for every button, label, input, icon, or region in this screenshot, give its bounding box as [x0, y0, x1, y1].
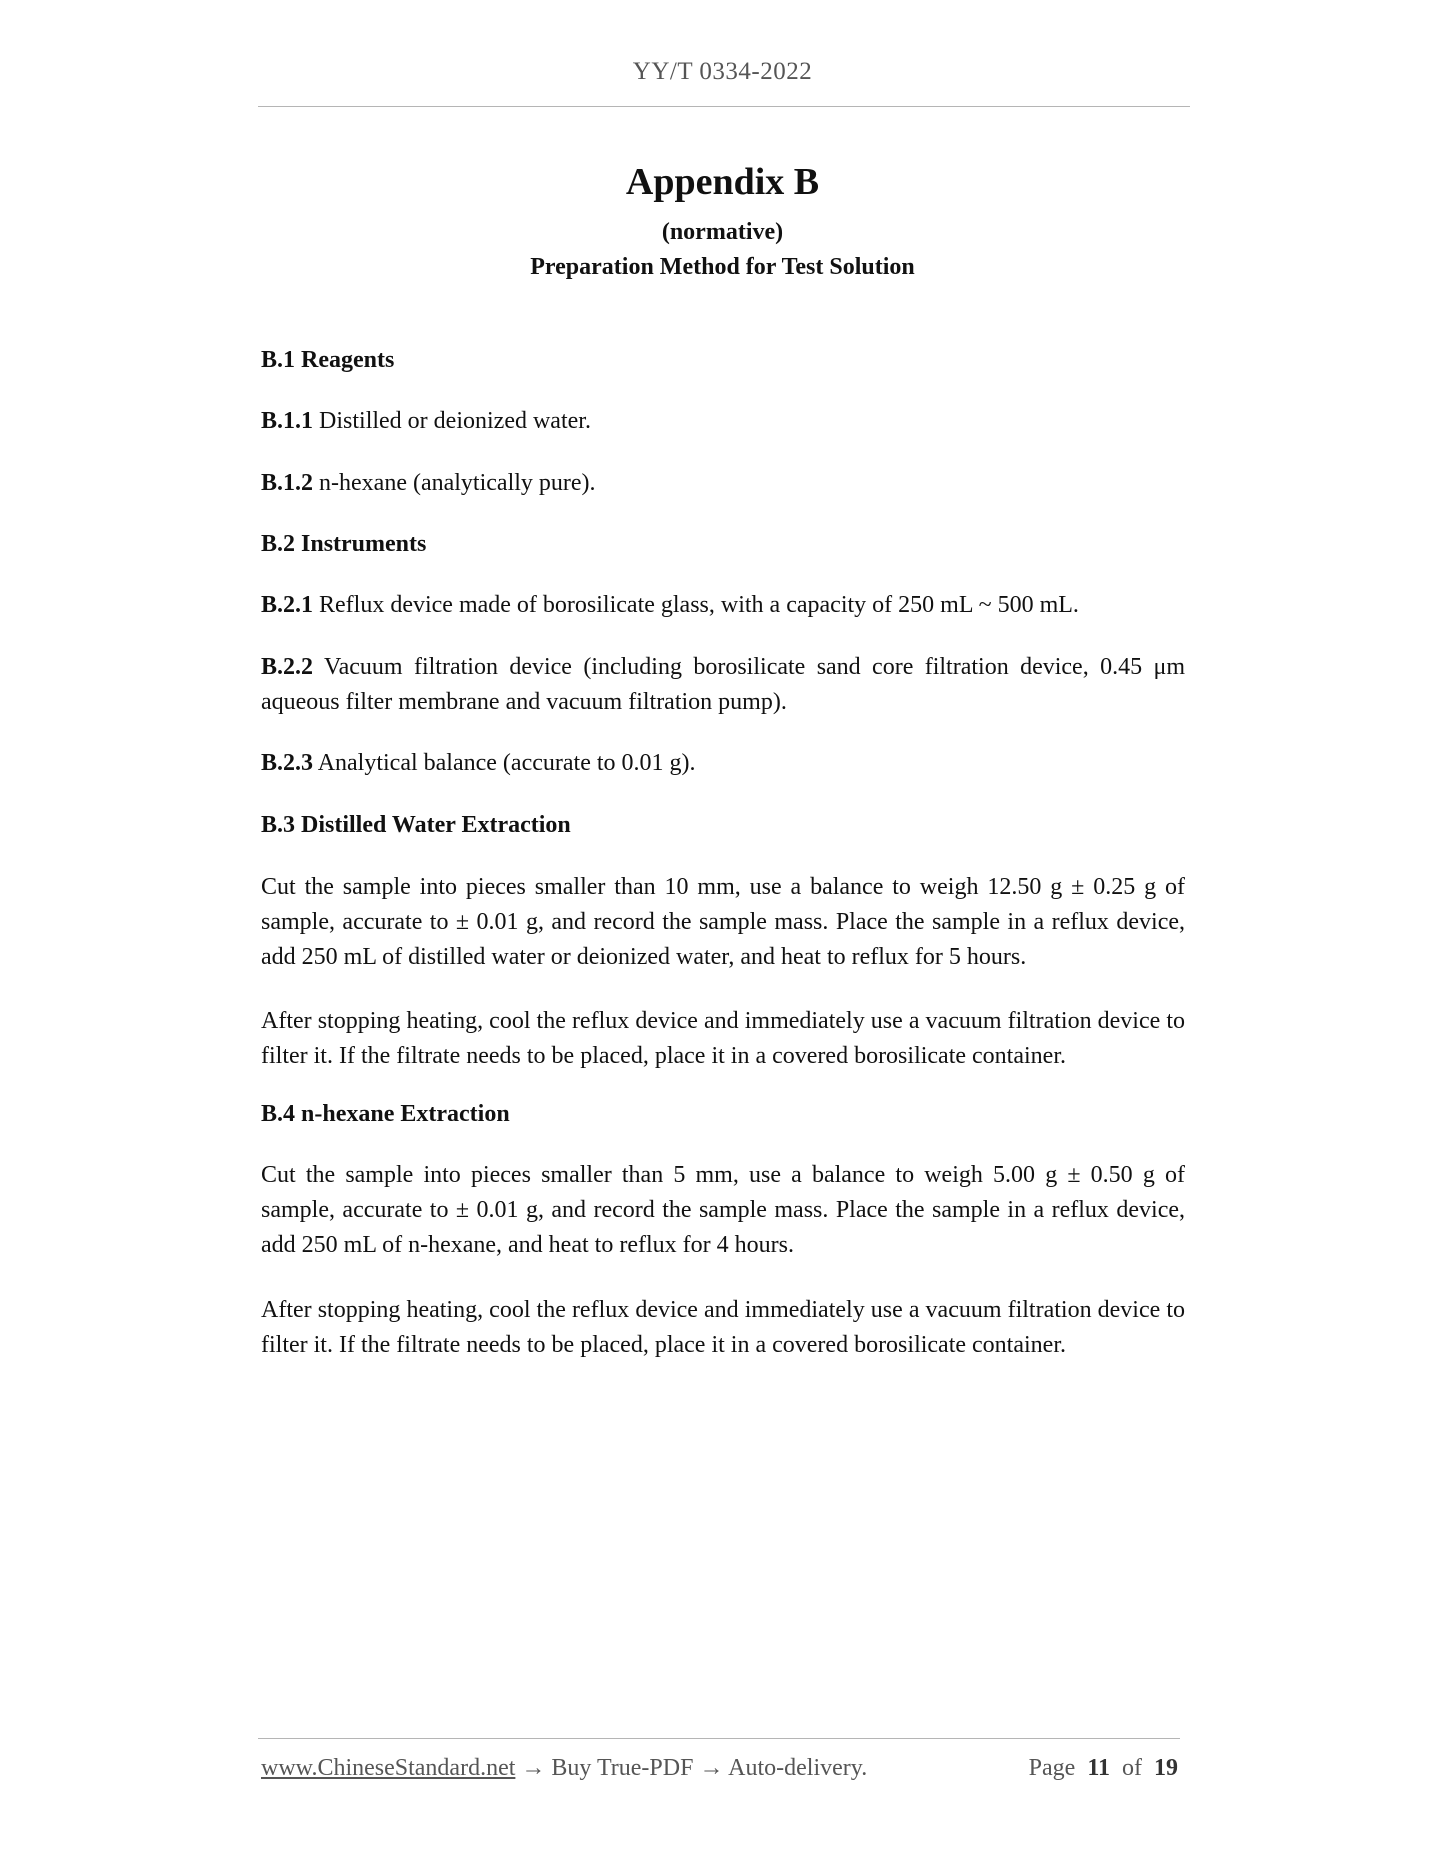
clause-b1-1 — [261, 404, 1185, 439]
site-link[interactable]: www.ChineseStandard.net — [261, 1755, 516, 1781]
page-label: Page — [1028, 1755, 1076, 1781]
arrow-right-icon: → — [521, 1755, 546, 1781]
clause-number: B.1.2 — [261, 470, 314, 496]
page-total: 19 — [1154, 1755, 1178, 1781]
clause-number: B.2.2 — [261, 654, 314, 680]
of-label: of — [1122, 1755, 1142, 1781]
header-divider — [258, 106, 1190, 107]
clause-text: Distilled or deionized water. — [313, 408, 591, 434]
paragraph-b4-2: After stopping heating, cool the reflux device and immediately use a vacuum filtration device to filter it. If the filtrate needs to be placed, place it in a covered borosilicate container. — [261, 1297, 1185, 1358]
clause-text: Analytical balance (accurate to 0.01 g). — [313, 750, 696, 776]
section-heading-b3: B.3 Distilled Water Extraction — [261, 812, 571, 838]
clause-b2-1 — [261, 588, 1185, 623]
footer-divider — [258, 1738, 1180, 1739]
clause-text: Vacuum filtration device (including borosilicate sand core filtration device, 0.45 μm aqueous filter membrane and vacuum filtration pump). — [261, 654, 1185, 715]
footer-promo — [261, 1755, 867, 1782]
arrow-right-icon: → — [699, 1755, 724, 1781]
document-code-header: YY/T 0334-2022 — [632, 58, 813, 85]
section-heading-b2: B.2 Instruments — [261, 531, 427, 557]
page-indicator — [1029, 1755, 1178, 1782]
clause-number: B.2.3 — [261, 750, 314, 776]
paragraph-b3-2: After stopping heating, cool the reflux device and immediately use a vacuum filtration device to filter it. If the filtrate needs to be placed, place it in a covered borosilicate container. — [261, 1008, 1185, 1069]
appendix-subtitle: Preparation Method for Test Solution — [530, 254, 915, 280]
clause-number: B.1.1 — [261, 408, 314, 434]
clause-text: n-hexane (analytically pure). — [313, 470, 596, 496]
section-heading-b1: B.1 Reagents — [261, 347, 395, 373]
section-heading-b4: B.4 n-hexane Extraction — [261, 1101, 510, 1127]
paragraph-b4-1: Cut the sample into pieces smaller than 5 mm, use a balance to weigh 5.00 g ± 0.50 g of sample, accurate to ± 0.01 g, and record the sample mass. Place the sample in a reflux device, add 250 mL of n-hexane, and heat to reflux for 4 hours. — [261, 1162, 1185, 1258]
delivery-text: Auto-delivery. — [728, 1755, 868, 1781]
clause-text: Reflux device made of borosilicate glass, with a capacity of 250 mL ~ 500 mL. — [313, 592, 1079, 618]
clause-number: B.2.1 — [261, 592, 314, 618]
paragraph-b3-1: Cut the sample into pieces smaller than 10 mm, use a balance to weigh 12.50 g ± 0.25 g of sample, accurate to ± 0.01 g, and record the sample mass. Place the sample in a reflux device, add 250 mL of distilled water or deionized water, and heat to reflux for 5 hours. — [261, 874, 1185, 970]
clause-b2-2 — [261, 650, 1185, 720]
appendix-title: Appendix B — [625, 161, 820, 203]
appendix-type: (normative) — [661, 219, 784, 245]
clause-b2-3 — [261, 746, 1185, 781]
page-current: 11 — [1087, 1755, 1110, 1781]
clause-b1-2 — [261, 466, 1185, 501]
buy-text: Buy True-PDF — [551, 1755, 694, 1781]
